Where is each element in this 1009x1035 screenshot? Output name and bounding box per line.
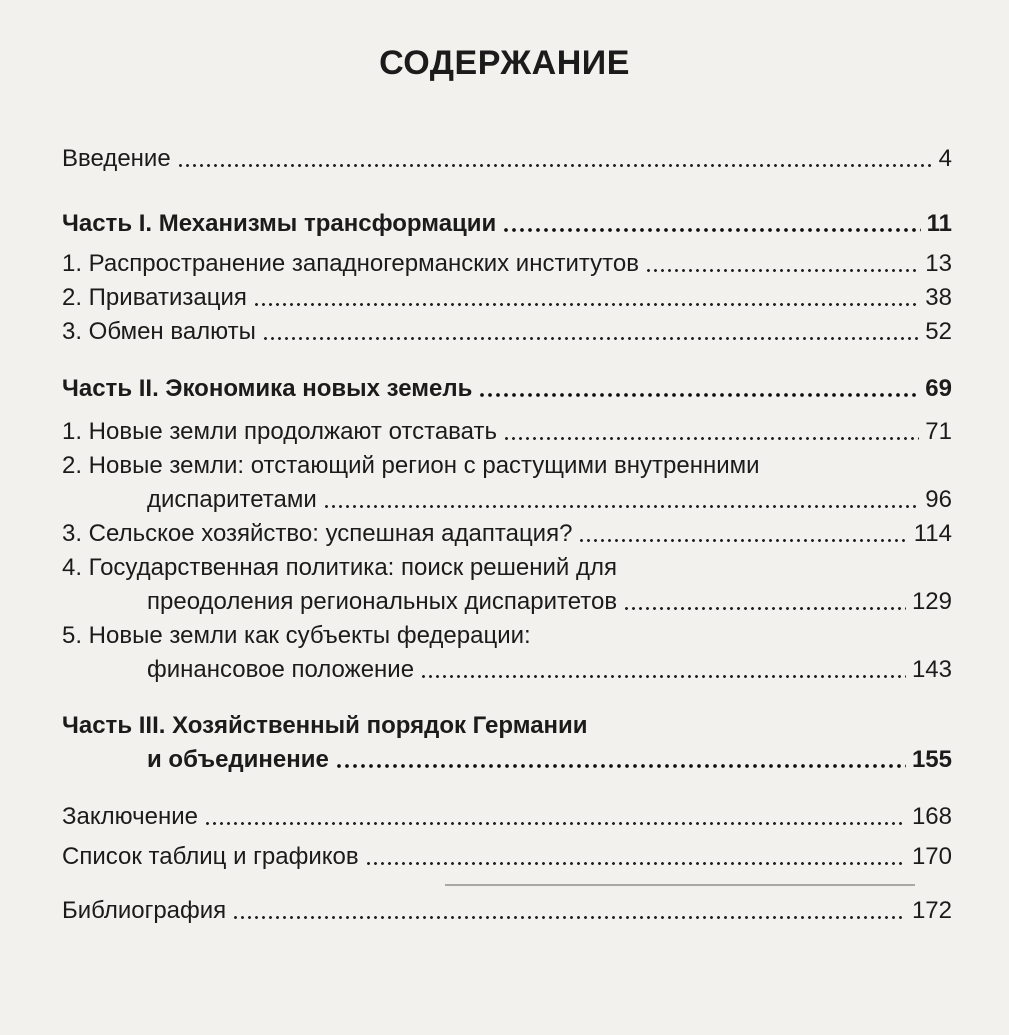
toc-entry-introduction[interactable] — [62, 145, 952, 173]
toc-entry-part-1-chapter-3[interactable] — [62, 318, 952, 346]
table-of-contents — [62, 138, 952, 925]
toc-page-number: 96 — [925, 486, 952, 513]
toc-entry-part-2[interactable] — [62, 375, 952, 403]
toc-page-number: 129 — [911, 588, 952, 615]
toc-entry-part-2-chapter-3[interactable] — [62, 520, 952, 548]
leader-dots — [232, 916, 906, 919]
toc-entry-part-2-chapter-2[interactable] — [62, 452, 952, 514]
toc-entry-continuation — [62, 656, 952, 684]
toc-entry-tables-list[interactable] — [62, 843, 952, 871]
toc-entry-label: Заключение — [62, 803, 198, 830]
toc-entry-label-line1: Часть III. Хозяйственный порядок Германии — [62, 712, 588, 739]
toc-entry-part-3[interactable] — [62, 712, 952, 774]
toc-page-number: 168 — [911, 803, 952, 830]
toc-page-number: 13 — [925, 250, 952, 277]
toc-entry-label: 3. Сельское хозяйство: успешная адаптация? — [62, 520, 573, 547]
toc-page-number: 114 — [913, 520, 952, 547]
toc-page-number: 155 — [911, 746, 952, 773]
toc-entry-label-line2: и объединение — [147, 746, 329, 773]
toc-entry-label: Введение — [62, 145, 171, 172]
toc-entry-part-1[interactable] — [62, 210, 952, 238]
toc-entry-continuation — [62, 486, 952, 514]
toc-entry-continuation — [62, 588, 952, 616]
toc-page-number: 143 — [911, 656, 952, 683]
toc-entry-label-line2: финансовое положение — [147, 656, 415, 683]
leader-dots — [177, 164, 933, 167]
toc-entry-label: Библиография — [62, 897, 227, 924]
toc-entry-part-1-chapter-2[interactable] — [62, 284, 952, 312]
toc-page-number: 170 — [911, 843, 952, 870]
leader-dots — [204, 822, 906, 825]
leader-dots — [335, 764, 906, 768]
leader-dots — [478, 393, 919, 397]
toc-entry-bibliography[interactable] — [62, 897, 952, 925]
toc-entry-label: Часть I. Механизмы трансформации — [62, 210, 497, 237]
leader-dots — [503, 437, 919, 440]
toc-entry-label: 1. Распространение западногерманских институтов — [62, 250, 639, 277]
page-title: СОДЕРЖАНИЕ — [379, 44, 630, 82]
leader-dots — [323, 505, 920, 508]
toc-entry-part-2-chapter-1[interactable] — [62, 418, 952, 446]
leader-dots — [420, 675, 906, 678]
toc-entry-label-line1: 4. Государственная политика: поиск решений для — [62, 554, 617, 581]
toc-entry-label: Список таблиц и графиков — [62, 843, 359, 870]
toc-entry-conclusion[interactable] — [62, 803, 952, 831]
toc-entry-label: Часть II. Экономика новых земель — [62, 375, 473, 402]
toc-page-number: 172 — [911, 897, 952, 924]
toc-page-number: 11 — [926, 210, 952, 237]
toc-page-number: 71 — [925, 418, 952, 445]
toc-entry-label: 2. Приватизация — [62, 284, 247, 311]
toc-page-number: 69 — [925, 375, 952, 402]
leader-dots — [365, 862, 906, 865]
toc-entry-label-line2: диспаритетами — [147, 486, 317, 513]
toc-entry-label-line1: 5. Новые земли как субъекты федерации: — [62, 622, 531, 649]
toc-page-number: 4 — [938, 145, 952, 172]
toc-entry-label-line2: преодоления региональных диспаритетов — [147, 588, 618, 615]
toc-entry-continuation — [62, 746, 952, 774]
toc-entry-part-2-chapter-5[interactable] — [62, 622, 952, 684]
toc-entry-label-line1: 2. Новые земли: отстающий регион с растущими внутренними — [62, 452, 760, 479]
toc-entry-label: 1. Новые земли продолжают отставать — [62, 418, 497, 445]
leader-dots — [502, 228, 920, 232]
leader-dots — [578, 539, 907, 542]
leader-dots — [623, 607, 906, 610]
toc-entry-part-1-chapter-1[interactable] — [62, 250, 952, 278]
toc-page-number: 52 — [925, 318, 952, 345]
toc-entry-part-2-chapter-4[interactable] — [62, 554, 952, 616]
leader-dots — [262, 337, 919, 340]
toc-entry-label: 3. Обмен валюты — [62, 318, 256, 345]
leader-dots — [253, 303, 919, 306]
leader-dots — [645, 269, 919, 272]
toc-page-number: 38 — [925, 284, 952, 311]
bleed-through-rule — [445, 884, 915, 886]
